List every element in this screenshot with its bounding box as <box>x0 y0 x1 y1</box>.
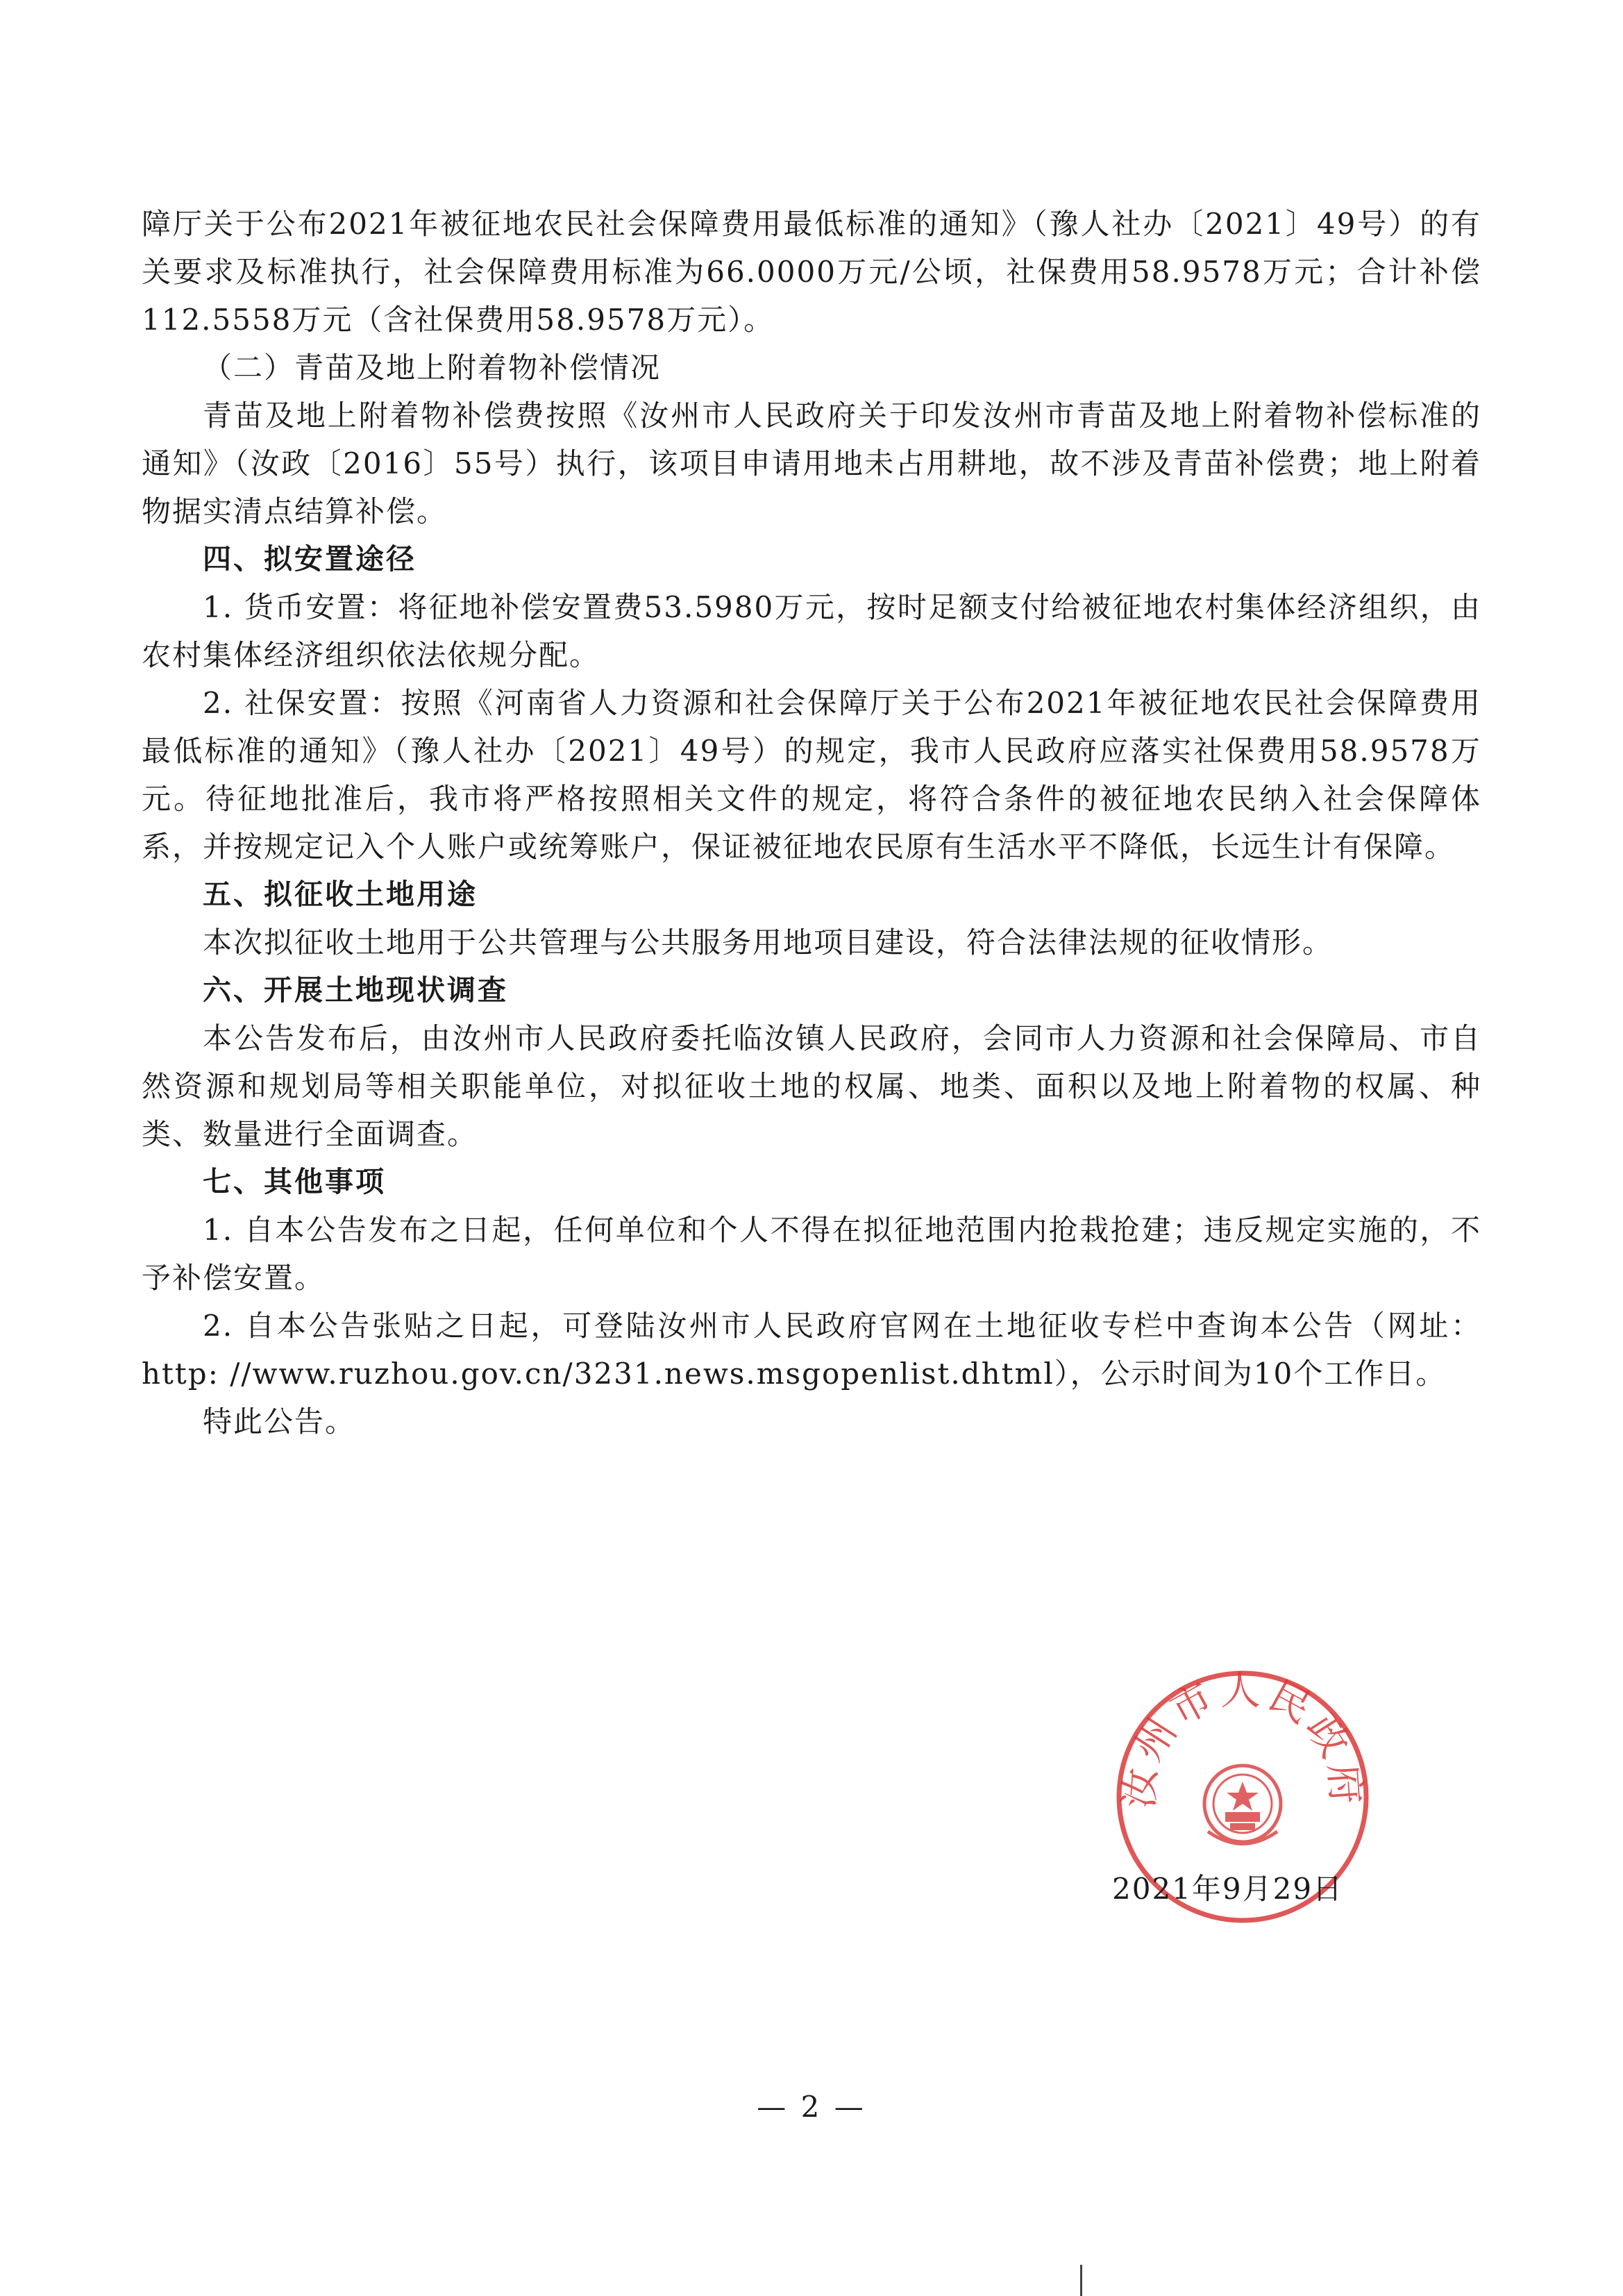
document-date: 2021年9月29日 <box>1112 1872 1344 1906</box>
section-5-heading: 五、拟征收土地用途 <box>203 878 478 911</box>
section-2-title: （二）青苗及地上附着物补偿情况 <box>203 351 662 385</box>
scan-artifact <box>1080 2265 1082 2296</box>
section-4-heading: 四、拟安置途径 <box>203 542 417 576</box>
section-7-heading: 七、其他事项 <box>203 1165 386 1198</box>
continuation-paragraph: 障厅关于公布2021年被征地农民社会保障费用最低标准的通知》（豫人社办〔2021〕49号）的有关要求及标准执行，社会保障费用标准为66.0000万元/公顷，社保费用58.9578万元；合计补偿112.5558万元（含社保费用58.9578万元）。 <box>142 207 1481 337</box>
section-7-item-1: 1. 自本公告发布之日起，任何单位和个人不得在拟征地范围内抢栽抢建；违反规定实施的，不予补偿安置。 <box>142 1213 1481 1295</box>
document-body <box>142 200 1481 1446</box>
section-6-body: 本公告发布后，由汝州市人民政府委托临汝镇人民政府，会同市人力资源和社会保障局、市自然资源和规划局等相关职能单位，对拟征收土地的权属、地类、面积以及地上附着物的权属、种类、数量进行全面调查。 <box>142 1021 1481 1151</box>
section-2-body: 青苗及地上附着物补偿费按照《汝州市人民政府关于印发汝州市青苗及地上附着物补偿标准的通知》（汝政〔2016〕55号）执行，该项目申请用地未占用耕地，故不涉及青苗补偿费；地上附着物据实清点结算补偿。 <box>142 399 1481 528</box>
section-4-item-2: 2. 社保安置：按照《河南省人力资源和社会保障厅关于公布2021年被征地农民社会保障费用最低标准的通知》（豫人社办〔2021〕49号）的规定，我市人民政府应落实社保费用58.9578万元。待征地批准后，我市将严格按照相关文件的规定，将符合条件的被征地农民纳入社会保障体系，并按规定记入个人账户或统筹账户，保证被征地农民原有生活水平不降低，长远生计有保障。 <box>142 686 1481 864</box>
section-5-body: 本次拟征收土地用于公共管理与公共服务用地项目建设，符合法律法规的征收情形。 <box>203 925 1334 960</box>
section-6-heading: 六、开展土地现状调查 <box>203 973 508 1007</box>
page-number: — 2 — <box>757 2090 866 2124</box>
section-4-item-1: 1. 货币安置：将征地补偿安置费53.5980万元，按时足额支付给被征地农村集体经济组织，由农村集体经济组织依法依规分配。 <box>142 590 1481 672</box>
emblem-icon <box>1204 1766 1281 1844</box>
closing-statement: 特此公告。 <box>203 1405 356 1439</box>
section-7-item-2: 2. 自本公告张贴之日起，可登陆汝州市人民政府官网在土地征收专栏中查询本公告（网址：http: //www.ruzhou.gov.cn/3231.news.msgopenlist.dhtml），公示时间为10个工作日。 <box>142 1309 1481 1391</box>
seal-text: 汝州市人民政府 <box>1116 1668 1369 1810</box>
